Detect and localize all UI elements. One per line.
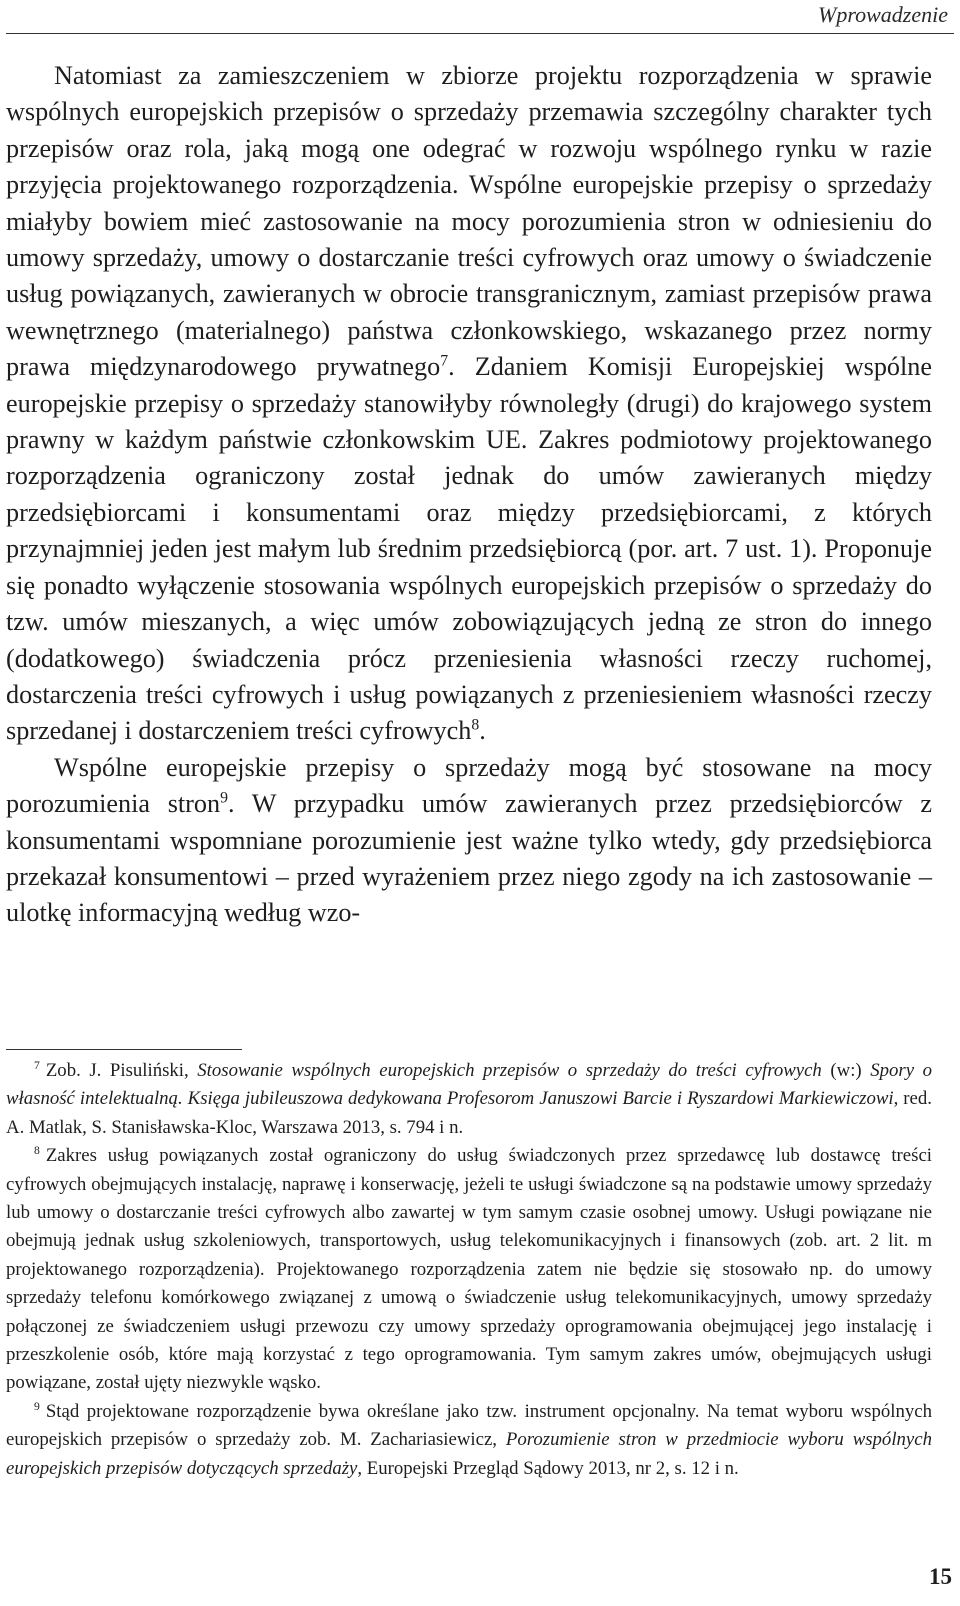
footnote-7-text-a: Zob. J. Pisuliński, [45, 1060, 198, 1081]
main-text [6, 58, 932, 932]
footnote-ref-9: 9 [220, 789, 228, 807]
footnote-7 [6, 1057, 932, 1142]
paragraph-2 [6, 750, 932, 932]
paragraph-1-part-c: . [479, 716, 486, 746]
footnote-9-title: Porozumienie stron w przedmiocie wyboru wspólnych europejskich przepisów dotyczących sprzedaży [6, 1429, 932, 1479]
footnote-9-number: 9 [34, 1399, 40, 1413]
paragraph-2-part-b: . W przypadku umów zawieranych przez przedsiębiorców z konsumentami wspomniane porozumienie jest ważne tylko wtedy, gdy przedsiębiorca przekazał konsumentowi – przed wyrażeniem przez niego zgody na ich zastosowanie – ulotkę informacyjną według wzo- [6, 789, 932, 928]
paragraph-1-part-a: Natomiast za zamieszczeniem w zbiorze projektu rozporządzenia w sprawie wspólnych europejskich przepisów o sprzedaży przemawia szczególny charakter tych przepisów oraz rola, jaką mogą one odegrać w rozwoju wspólnego rynku w razie przyjęcia projektowanego rozporządzenia. Wspólne europejskie przepisy o sprzedaży miałyby bowiem mieć zastosowanie na mocy porozumienia stron w odniesieniu do umowy sprzedaży, umowy o dostarczanie treści cyfrowych oraz umowy o świadczenie usług powiązanych, zawieranych w obrocie transgranicznym, zamiast przepisów prawa wewnętrznego (materialnego) państwa członkowskiego, wskazanego przez normy prawa międzynarodowego prywatnego [6, 61, 932, 382]
running-head: Wprowadzenie [818, 2, 948, 27]
footnote-8-text: Zakres usług powiązanych został ograniczony do usług świadczonych przez sprzedawcę lub dostawcę treści cyfrowych obejmujących instalację, naprawę i konserwację, jeżeli te usługi świadczone są na podstawie umowy sprzedaży lub umowy o dostarczanie treści cyfrowych albo zawartej w tym samym czasie osobnej umowy. Usługi powiązane nie obejmują jednak usług szkoleniowych, transportowych, usług telekomunikacyjnych i finansowych (zob. art. 2 lit. m projektowanego rozporządzenia). Projektowanego rozporządzenia zatem nie będzie się stosowało np. do umowy sprzedaży telefonu komórkowego związanej z umową o świadczenie usług telekomunikacyjnych, umowy sprzedaży połączonej ze świadczeniem usługi przewozu czy umowy sprzedaży oprogramowania obejmującej jego instalację i przeszkolenie osób, które mają korzystać z tego oprogramowania. Tym samym zakres umów, obejmujących usługi powiązane, został ujęty niezwykle wąsko. [6, 1145, 932, 1394]
header-rule [6, 33, 954, 34]
footnotes [6, 1057, 932, 1483]
paragraph-2-part-a: Wspólne europejskie przepisy o sprzedaży mogą być stosowane na mocy porozumienia stron [6, 752, 932, 819]
footnote-rule [6, 1049, 242, 1050]
footnote-7-text-b: (w:) [821, 1060, 871, 1081]
footnote-8 [6, 1142, 932, 1398]
footnote-7-number: 7 [34, 1058, 40, 1072]
paragraph-1 [6, 58, 932, 750]
footnote-8-number: 8 [34, 1143, 40, 1157]
footnote-ref-8: 8 [471, 716, 480, 734]
footnote-7-title: Stosowanie wspólnych europejskich przepisów o sprzedaży do treści cyfrowych [197, 1060, 822, 1081]
page-number: 15 [929, 1564, 952, 1589]
footnote-7-text-c: , red. A. Matlak, S. Stanisławska-Kloc, Warszawa 2013, s. 794 i n. [6, 1088, 932, 1138]
footnote-9 [6, 1398, 932, 1483]
footnote-ref-7: 7 [440, 352, 449, 370]
footnote-7-book-title: Spory o własność intelektualną. Księga jubileuszowa dedykowana Profesorom Januszowi Barcie i Ryszardowi Markiewiczowi [6, 1060, 933, 1110]
footnote-9-text-b: , Europejski Przegląd Sądowy 2013, nr 2, s. 12 i n. [357, 1457, 739, 1479]
footnote-9-text-a: Stąd projektowane rozporządzenie bywa określane jako tzw. instrument opcjonalny. Na temat wyboru wspólnych europejskich przepisów o sprzedaży zob. M. Zachariasiewicz, [6, 1400, 932, 1451]
paragraph-1-part-b: . Zdaniem Komisji Europejskiej wspólne europejskie przepisy o sprzedaży stanowiłyby równoległy (drugi) do krajowego system prawny w każdym państwie członkowskim UE. Zakres podmiotowy projektowanego rozporządzenia ograniczony został jednak do umów zawieranych między przedsiębiorcami i konsumentami oraz między przedsiębiorcami, z których przynajmniej jeden jest małym lub średnim przedsiębiorcą (por. art. 7 ust. 1). Proponuje się ponadto wyłączenie stosowania wspólnych europejskich przepisów o sprzedaży do tzw. umów mieszanych, a więc umów zobowiązujących jedną ze stron do innego (dodatkowego) świadczenia prócz przeniesienia własności rzeczy ruchomej, dostarczenia treści cyfrowych i usług powiązanych z przeniesieniem własności rzeczy sprzedanej i dostarczeniem treści cyfrowych [6, 352, 933, 746]
